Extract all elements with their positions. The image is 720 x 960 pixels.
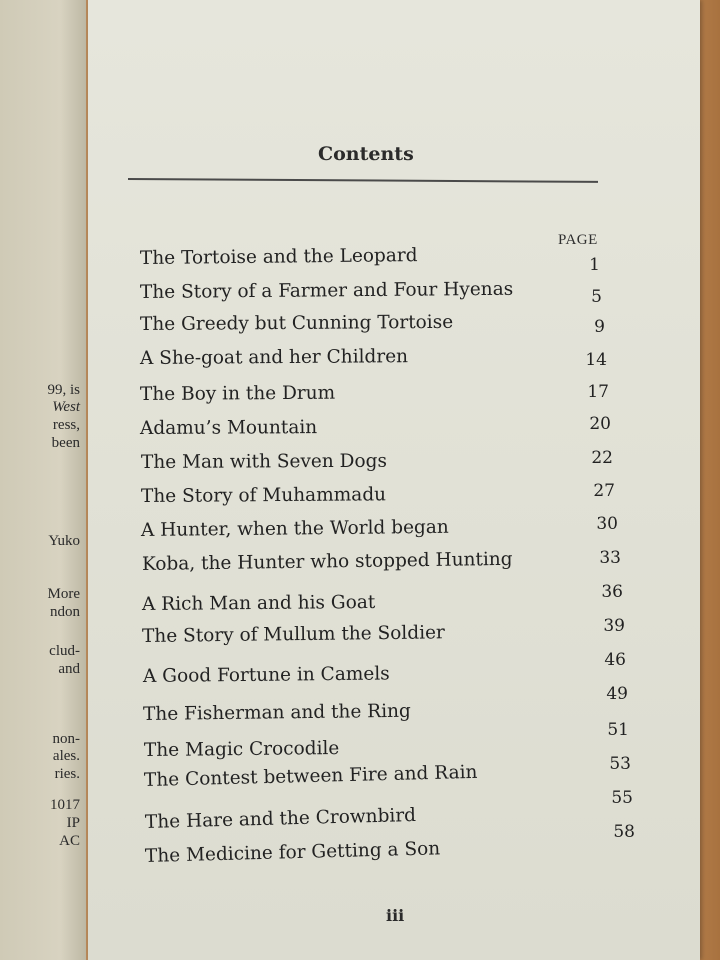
- toc-entry-title: The Fisherman and the Ring: [142, 700, 411, 725]
- toc-entry-page-number: 39: [603, 616, 625, 636]
- toc-entry-title: The Hare and the Crownbird: [144, 804, 417, 833]
- toc-entry-title: The Man with Seven Dogs: [140, 450, 388, 473]
- facing-page-text: AC: [59, 833, 80, 849]
- facing-page-text: West: [52, 399, 80, 415]
- facing-page-text: ndon: [50, 604, 80, 620]
- toc-entry-title: The Story of Mullum the Soldier: [141, 622, 445, 647]
- facing-page-text: ries.: [54, 766, 80, 782]
- toc-entry-page-number: 1: [589, 255, 600, 275]
- facing-page-text: clud-: [49, 643, 80, 659]
- facing-page-text: been: [51, 435, 80, 451]
- toc-entry-page-number: 22: [591, 448, 613, 468]
- toc-entry-page-number: 5: [591, 287, 602, 307]
- toc-entry-title: The Story of a Farmer and Four Hyenas: [139, 278, 514, 303]
- toc-entry-title: A Rich Man and his Goat: [141, 591, 376, 615]
- toc-entry-title: Adamu’s Mountain: [139, 417, 318, 439]
- facing-page-text: 1017: [50, 797, 80, 813]
- facing-page-text: ress,: [52, 417, 80, 433]
- toc-entry-title: A Hunter, when the World began: [140, 516, 449, 541]
- toc-entry-title: The Magic Crocodile: [143, 737, 340, 761]
- facing-page-text: IP: [66, 815, 80, 831]
- toc-entry-title: The Boy in the Drum: [139, 382, 336, 405]
- facing-page-text: non-: [52, 731, 80, 747]
- toc-entry-title: A She-goat and her Children: [139, 346, 409, 369]
- toc-entry-title: The Greedy but Cunning Tortoise: [139, 311, 454, 335]
- toc-entry-page-number: 49: [606, 684, 628, 704]
- facing-page-text: and: [58, 661, 80, 677]
- toc-entry-page-number: 27: [593, 481, 615, 501]
- toc-entry-page-number: 55: [611, 788, 633, 808]
- toc-entry-page-number: 17: [587, 382, 609, 402]
- toc-entry-title: The Tortoise and the Leopard: [139, 245, 418, 269]
- toc-entry-page-number: 20: [589, 414, 611, 434]
- toc-entry-title: The Medicine for Getting a Son: [144, 838, 441, 867]
- facing-page-text: Yuko: [48, 533, 80, 549]
- toc-entry-title: A Good Fortune in Camels: [142, 663, 390, 687]
- toc-entry-title: The Contest between Fire and Rain: [143, 761, 478, 791]
- toc-entry-page-number: 14: [585, 350, 607, 370]
- toc-entry-page-number: 46: [604, 650, 626, 670]
- toc-entry-page-number: 53: [609, 754, 631, 774]
- toc-entry-page-number: 36: [601, 582, 623, 602]
- page-column-label: PAGE: [558, 232, 598, 248]
- facing-page-text: More: [47, 586, 80, 602]
- toc-entry-page-number: 9: [594, 317, 605, 337]
- facing-page-text: ales.: [52, 748, 80, 764]
- toc-entry-page-number: 33: [599, 548, 621, 568]
- toc-entry-page-number: 51: [607, 720, 629, 740]
- title-rule: [128, 178, 598, 183]
- facing-page-text: 99, is: [47, 382, 80, 398]
- page-title: Contents: [318, 143, 414, 165]
- contents-page: [88, 0, 700, 960]
- page-folio: iii: [386, 906, 405, 925]
- toc-entry-page-number: 58: [613, 822, 635, 842]
- toc-entry-title: The Story of Muhammadu: [140, 484, 387, 507]
- toc-entry-page-number: 30: [596, 514, 618, 534]
- facing-page: [0, 0, 86, 960]
- toc-entry-title: Koba, the Hunter who stopped Hunting: [141, 548, 513, 575]
